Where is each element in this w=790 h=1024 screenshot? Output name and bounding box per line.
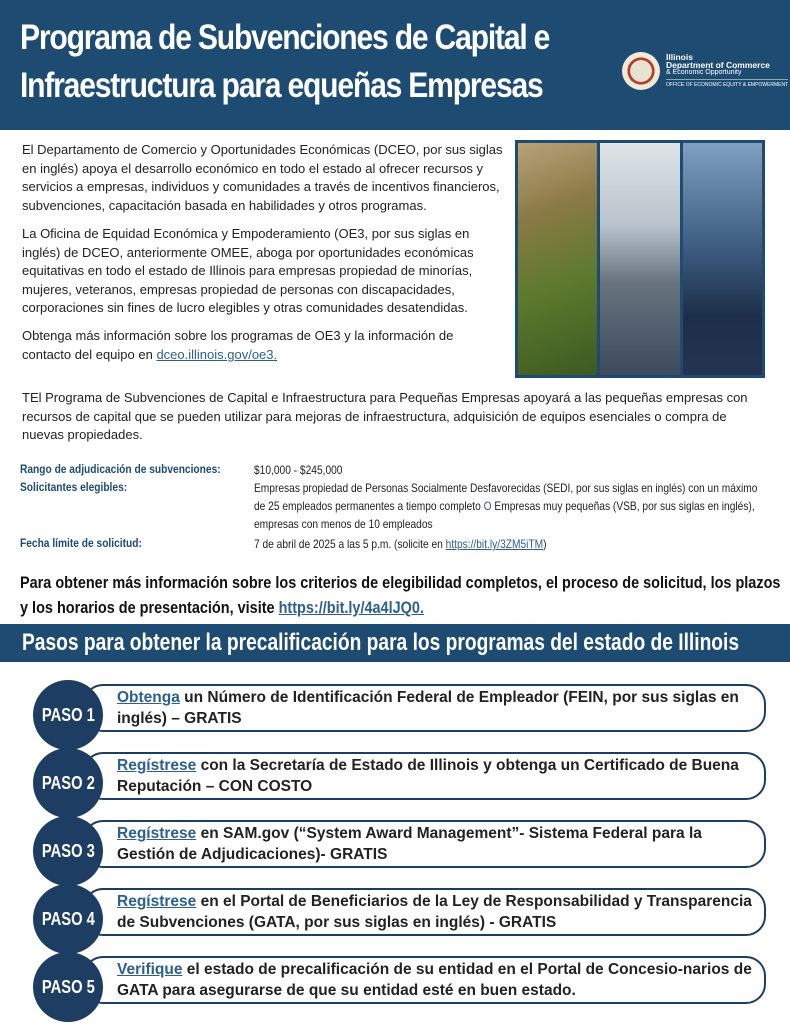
illinois-seal-icon [622, 52, 660, 90]
text: Empresas propiedad de Personas Socialmente Desfavorecidas (SEDI, por sus siglas en inglés) con un máximo de 25 empleados permanentes a tiempo completo [254, 481, 758, 513]
step-box [83, 956, 766, 1004]
text: Para obtener más información sobre los criterios de elegibilidad completos, el proceso de solicitud, los plazos y los horarios de presentación, visite [20, 573, 781, 617]
range-value: $10,000 - $245,000 [254, 463, 343, 477]
step-label: PASO 2 [41, 773, 95, 793]
eligible-label: Solicitantes elegibles: [20, 480, 128, 494]
text: ) [543, 537, 547, 551]
logo-line: OFFICE OF ECONOMIC EQUITY & EMPOWERMENT [666, 79, 788, 89]
dceo-logo [622, 52, 788, 90]
step-box [83, 752, 766, 800]
step-text: un Número de Identificación Federal de Empleador (FEIN, por sus siglas en inglés) – GRATIS [117, 689, 739, 727]
step-label: PASO 3 [41, 841, 95, 861]
title-line-1: Programa de Subvenciones de Capital e [20, 18, 550, 57]
oe3-link[interactable]: dceo.illinois.gov/oe3. [156, 346, 278, 362]
step-label: PASO 4 [41, 909, 95, 929]
step-badge [33, 680, 103, 750]
text: Obtenga más información sobre los programas de OE3 y la información de contacto del equipo en [22, 328, 454, 362]
text: Empresas muy pequeñas (VSB, por sus siglas en inglés), empresas con menos de 10 empleados [254, 499, 755, 531]
logo-line: & Economic Opportunity [666, 69, 742, 76]
steps-banner [0, 624, 790, 662]
logo-line: Illinois [666, 52, 693, 62]
step-item [33, 680, 766, 750]
banner-text: Pasos para obtener la precalificación para los programas del estado de Illinois [22, 629, 740, 656]
workers-photo [600, 143, 679, 375]
text: 7 de abril de 2025 a las 5 p.m. (solicite en [254, 537, 446, 551]
intro-paragraph-2: La Oficina de Equidad Económica y Empoderamiento (OE3, por sus siglas en inglés) de DCEO, anteriormente OMEE, aboga por oportunidades económicas equitativas en todo el estado de Illinois para empresas propiedad de minorías, mujeres, veteranos, empresas propiedad de personas con discapacidades, corporaciones sin fines de lucro elegibles y otras comunidades desatendidas. [22, 226, 474, 315]
deadline-label: Fecha límite de solicitud: [20, 536, 142, 550]
step-badge [33, 748, 103, 818]
step-item [33, 816, 766, 886]
step-text: en SAM.gov (“System Award Management”- Sistema Federal para la Gestión de Adjudicaciones)- GRATIS [117, 825, 702, 863]
step-link[interactable]: Regístrese [117, 757, 197, 774]
or-text: O [483, 499, 492, 513]
step-link[interactable]: Regístrese [117, 893, 197, 910]
program-description: TEl Programa de Subvenciones de Capital e Infraestructura para Pequeñas Empresas apoyará a las pequeñas empresas con recursos de capital que se pueden utilizar para mejoras de infraestructura, adquisición de equipos esenciales o compra de nuevas propiedades. [22, 390, 748, 442]
step-label: PASO 5 [41, 977, 95, 997]
step-link[interactable]: Verifique [117, 961, 183, 978]
logo-line: Department of Commerce [666, 60, 770, 70]
step-box [83, 888, 766, 936]
deadline-value [254, 535, 764, 553]
eligible-value [254, 479, 764, 533]
step-label: PASO 1 [41, 705, 95, 725]
step-link[interactable]: Obtenga [117, 689, 180, 706]
step-badge [33, 952, 103, 1022]
step-text: en el Portal de Beneficiarios de la Ley de Responsabilidad y Transparencia de Subvenciones (GATA, por sus siglas en inglés) - GRATIS [117, 893, 752, 931]
range-label: Rango de adjudicación de subvenciones: [20, 462, 221, 476]
step-text: con la Secretaría de Estado de Illinois y obtenga un Certificado de Buena Reputación – CON COSTO [117, 757, 739, 795]
more-info-link[interactable]: https://bit.ly/4a4lJQ0. [278, 598, 424, 617]
step-badge [33, 884, 103, 954]
apply-link[interactable]: https://bit.ly/3ZM5iTM [445, 537, 544, 551]
title-line-2: Infraestructura para equeñas Empresas [20, 66, 543, 105]
step-link[interactable]: Regístrese [117, 825, 197, 842]
intro-paragraph-1: El Departamento de Comercio y Oportunidades Económicas (DCEO, por sus siglas en inglés) apoya el desarrollo económico en todo el estado al ofrecer recursos y servicios a empresas, individuos y comunidades a través de incentivos financieros, subvenciones, capacitación basada en habilidades y otros programas. [22, 142, 503, 213]
step-badge [33, 816, 103, 886]
skyline-photo [683, 143, 762, 375]
step-box [83, 820, 766, 868]
page-title [20, 14, 622, 110]
header-banner [0, 0, 790, 130]
photo-collage [515, 140, 765, 378]
step-item [33, 748, 766, 818]
more-info [20, 570, 785, 620]
step-item [33, 884, 766, 954]
step-item [33, 952, 766, 1022]
intro-paragraph-3 [22, 327, 482, 364]
farm-photo [518, 143, 597, 375]
step-text: el estado de precalificación de su entidad en el Portal de Concesio-narios de GATA para asegurarse de que su entidad esté en buen estado. [117, 961, 752, 999]
step-box [83, 684, 766, 732]
